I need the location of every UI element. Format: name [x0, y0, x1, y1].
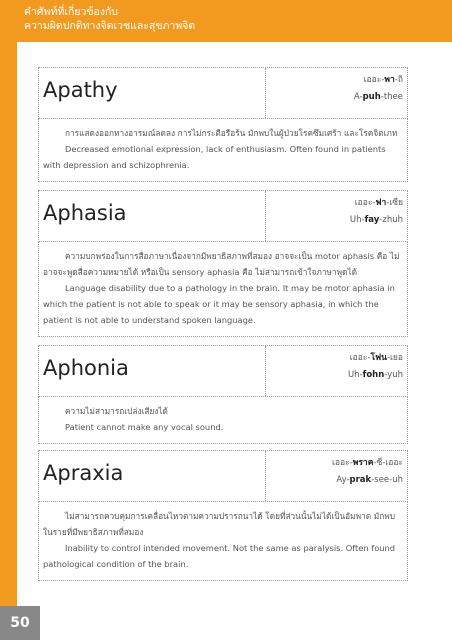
definition-box — [38, 119, 408, 182]
definition-box — [38, 242, 408, 337]
english-definition: Language disability due to a pathology in the brain. It may be motor aphasia in which the patient is not able to speak or it may be sensory aphasia, in which the patient is not able to understand spoken language. — [43, 283, 395, 325]
thai-pronunciation: เออะ-พา-ถิ — [363, 75, 403, 85]
term-word: Aphasia — [43, 201, 127, 225]
term-word: Apraxia — [43, 461, 124, 485]
thai-pronunciation: เออะ-พราค-ซี-เออะ — [332, 458, 403, 468]
thai-definition: ไม่สามารถควบคุมการเคลื่อนไหวตามความปรารถนาได้ โดยที่ส่วนนั้นไม่ได้เป็นอัมพาต มักพบในรายที่มีพยาธิสภาพที่สมอง — [43, 511, 395, 537]
thai-pronunciation: เออะ-ฟา-เซีย — [354, 198, 403, 208]
pronunciation — [354, 72, 403, 106]
thai-definition: การแสดงออกทางอารมณ์ลดลง การไม่กระตือรือร้น มักพบในผู้ป่วยโรคซึมเศร้า และโรคจิตเภท — [65, 128, 398, 138]
english-definition: Decreased emotional expression, lack of enthusiasm. Often found in patients with depression and schizophrenia. — [43, 144, 386, 170]
term-word: Aphonia — [43, 356, 129, 380]
english-pronunciation: Uh-fay-zhuh — [349, 215, 403, 225]
thai-pronunciation: เออะ-โฟน-เยอ — [349, 353, 403, 363]
page-header — [0, 0, 452, 42]
term-box — [38, 450, 408, 502]
header-title — [24, 5, 195, 33]
definition-box — [38, 502, 408, 581]
glossary-entry — [38, 450, 408, 581]
definition-box — [38, 397, 408, 444]
glossary-entry — [38, 190, 408, 337]
thai-definition: ความไม่สามารถเปล่งเสียงได้ — [65, 406, 168, 416]
english-pronunciation: A-puh-thee — [353, 92, 403, 102]
divider — [265, 191, 266, 241]
pronunciation — [348, 350, 403, 384]
header-line-1: คำศัพท์ที่เกี่ยวข้องกับ — [24, 6, 118, 18]
divider — [265, 68, 266, 118]
term-box — [38, 345, 408, 397]
glossary-entry — [38, 345, 408, 444]
term-word: Apathy — [43, 78, 118, 102]
divider — [265, 346, 266, 396]
english-definition: Inability to control intended movement. Not the same as paralysis. Often found pathological condition of the brain. — [43, 543, 396, 569]
thai-definition: ความบกพร่องในการสื่อภาษาเนื่องจากมีพยาธิสภาพที่สมอง อาจจะเป็น motor aphasis คือ ไม่อาจจะพูดสื่อความหมายได้ หรือเป็น sensory aphasia คือ ไม่สามารถเข้าใจภาษาพูดได้ — [43, 251, 400, 277]
page-number: 50 — [0, 606, 40, 640]
pronunciation — [332, 455, 403, 489]
english-pronunciation: Ay-prak-see-uh — [336, 475, 403, 485]
english-pronunciation: Uh-fohn-yuh — [347, 370, 403, 380]
header-line-2: ความผิดปกติทางจิตเวชและสุขภาพจิต — [24, 20, 196, 32]
glossary-entry — [38, 67, 408, 182]
english-definition: Patient cannot make any vocal sound. — [65, 422, 224, 432]
sidebar-band — [0, 0, 17, 640]
term-box — [38, 67, 408, 119]
pronunciation — [350, 195, 403, 229]
divider — [265, 451, 266, 501]
term-box — [38, 190, 408, 242]
